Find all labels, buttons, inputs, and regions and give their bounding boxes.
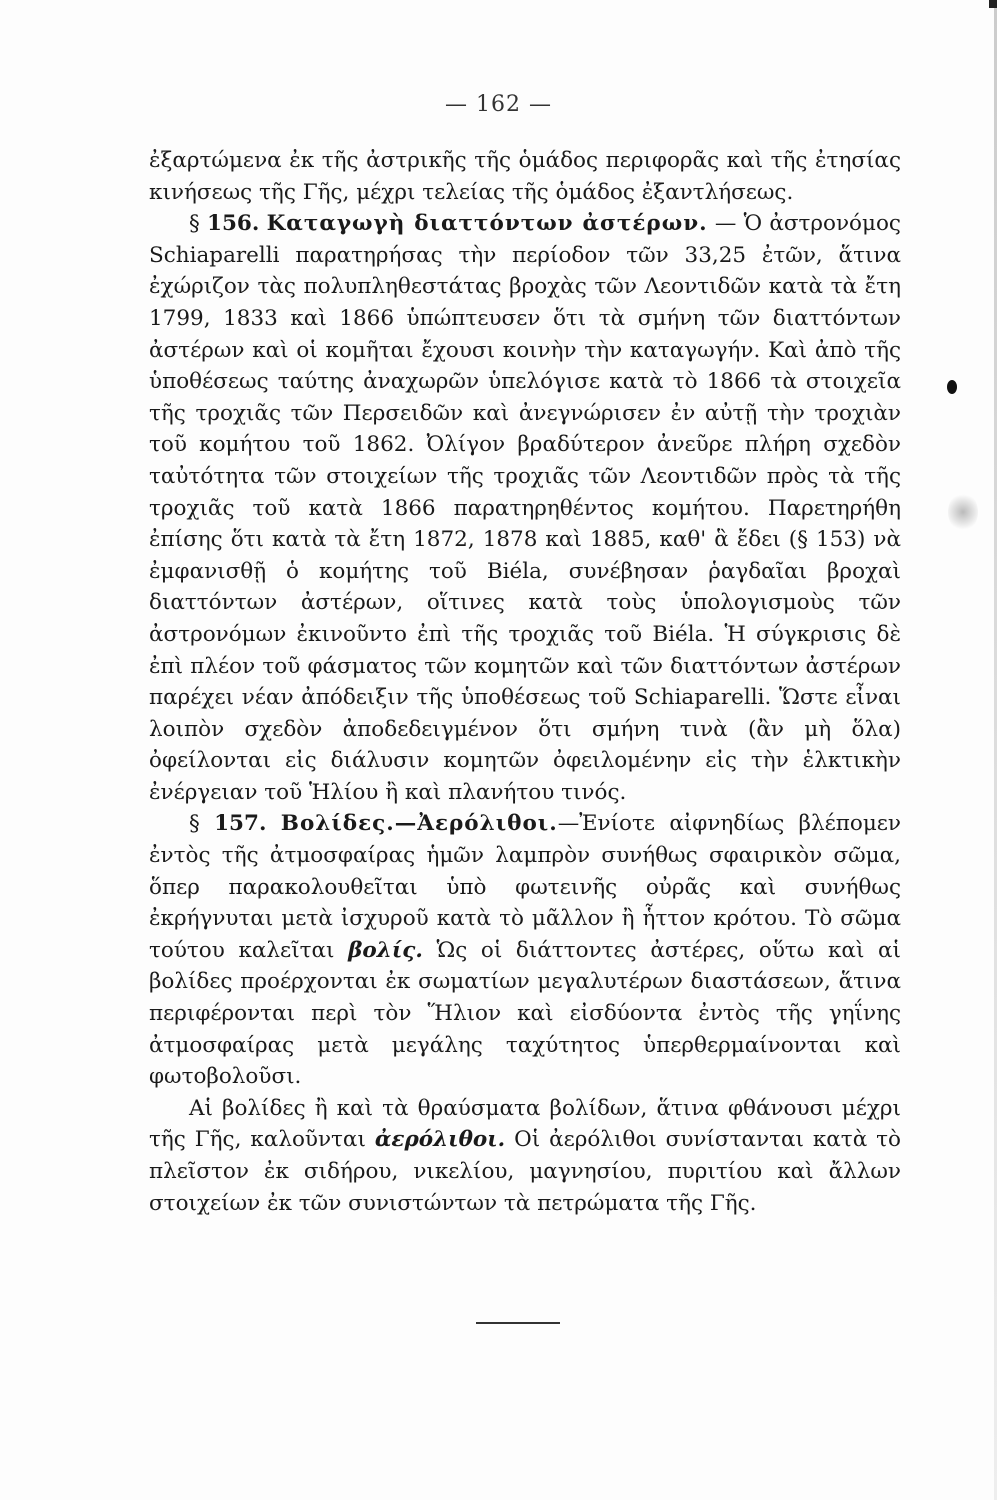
term-bolis: βολίς. [348, 937, 423, 963]
paragraph-part-1: Αἱ βολίδες ἢ καὶ τὰ θραύσματα βολίδων, ἅτινα φθάνουσι μέχρι τῆς Γῆς, καλοῦνται [149, 1095, 901, 1153]
section-157 [149, 808, 901, 1092]
corner-mark [989, 0, 997, 8]
paragraph-continuation: ἐξαρτώμενα ἐκ τῆς ἀστρικῆς τῆς ὁμάδος περιφορᾶς καὶ τῆς ἐτησίας κινήσεως τῆς Γῆς, μέχρι τελείας τῆς ὁμάδος ἐξαντλήσεως. [149, 148, 901, 205]
section-sign: § [189, 211, 200, 237]
section-number: 157. [214, 811, 267, 837]
paragraph-part-2: Οἱ ἀερόλιθοι συνίστανται κατὰ τὸ πλεῖστον ἐκ σιδήρου, νικελίου, μαγνησίου, πυριτίου καὶ ἄλλων στοιχείων ἐκ τῶν συνιστώντων τὰ πετρώματα τῆς Γῆς. [149, 1127, 902, 1216]
section-title: Καταγωγὴ διαττόντων ἀστέρων. [266, 211, 708, 237]
end-rule [476, 1322, 560, 1324]
section-156 [149, 208, 901, 808]
section-body-part-2: Ὡς οἱ διάττοντες ἀστέρες, οὕτω καὶ αἱ βολίδες προέρχονται ἐκ σωματίων μεγαλυτέρων διαστάσεων, ἅτινα περιφέρονται περὶ τὸν Ἥλιον καὶ εἰσδύοντα ἐντὸς τῆς γηΐνης ἀτμοσφαίρας μετὰ μεγάλης ταχύτητος ὑπερθερμαίνονται καὶ φωτοβολοῦσι. [149, 937, 901, 1090]
page-number: — 162 — [445, 92, 552, 117]
paper-stain [948, 492, 978, 532]
section-body-part-1: —Ἐνίοτε αἰφνηδίως βλέπομεν ἐντὸς τῆς ἀτμοσφαίρας ἡμῶν λαμπρὸν συνήθως σφαιρικὸν σῶμα, ὅπερ παρακολουθεῖται ὑπὸ φωτεινῆς οὐρᾶς καὶ συνήθως ἐκρήγνυται μετὰ ἰσχυροῦ κατὰ τὸ μᾶλλον ἢ ἧττον κρότου. Τὸ σῶμα τούτου καλεῖται [149, 811, 902, 963]
body-text [149, 145, 901, 1219]
section-number: 156. [207, 211, 260, 237]
paragraph-aerolites [149, 1093, 901, 1219]
section-title: Βολίδες.—Ἀερόλιθοι. [280, 811, 558, 837]
term-aerolithoi: ἀερόλιθοι. [374, 1127, 506, 1153]
section-body: — Ὁ ἀστρονόμος Schiaparelli παρατηρήσας τὴν περίοδον τῶν 33,25 ἐτῶν, ἅτινα ἐχώριζον τὰς πολυπληθεστάτας βροχὰς τῶν Λεοντιδῶν κατὰ τὰ ἔτη 1799, 1833 καὶ 1866 ὑπώπτευσεν ὅτι τὰ σμήνη τῶν διαττόντων ἀστέρων καὶ οἱ κομῆται ἔχουσι κοινὴν τὴν καταγωγήν. Καὶ ἀπὸ τῆς ὑποθέσεως ταύτης ἀναχωρῶν ὑπελόγισε κατὰ τὸ 1866 τὰ στοιχεῖα τῆς τροχιᾶς τῶν Περσειδῶν καὶ ἀνεγνώρισεν ἐν αὐτῇ τὴν τροχιὰν τοῦ κομήτου τοῦ 1862. Ὀλίγον βραδύτερον ἀνεῦρε πλήρη σχεδὸν ταὐτότητα τῶν στοιχείων τῆς τροχιᾶς τῶν Λεοντιδῶν πρὸς τὰ τῆς τροχιᾶς τοῦ κατὰ 1866 παρατηρηθέντος κομήτου. Παρετηρήθη ἐπίσης ὅτι κατὰ τὰ ἔτη 1872, 1878 καὶ 1885, καθ' ἃ ἔδει (§ 153) νὰ ἐμφανισθῇ ὁ κομήτης τοῦ Biéla, συνέβησαν ῥαγδαῖαι βροχαὶ διαττόντων ἀστέρων, οἵτινες κατὰ τοὺς ὑπολογισμοὺς τῶν ἀστρονόμων ἐκινοῦντο ἐπὶ τῆς τροχιᾶς τοῦ Biéla. Ἡ σύγκρισις δὲ ἐπὶ πλέον τοῦ φάσματος τῶν κομητῶν καὶ τῶν διαττόντων ἀστέρων παρέχει νέαν ἀπόδειξιν τῆς ὑποθέσεως τοῦ Schiaparelli. Ὥστε εἶναι λοιπὸν σχεδὸν ἀποδεδειγμένον ὅτι σμήνη τινὰ (ἂν μὴ ὅλα) ὀφείλονται εἰς διάλυσιν κομητῶν ὀφειλομένην εἰς τὴν ἑλκτικὴν ἐνέργειαν τοῦ Ἡλίου ἢ καὶ πλανήτου τινός. [149, 211, 901, 805]
ink-spot [947, 380, 957, 394]
section-sign: § [189, 811, 200, 837]
